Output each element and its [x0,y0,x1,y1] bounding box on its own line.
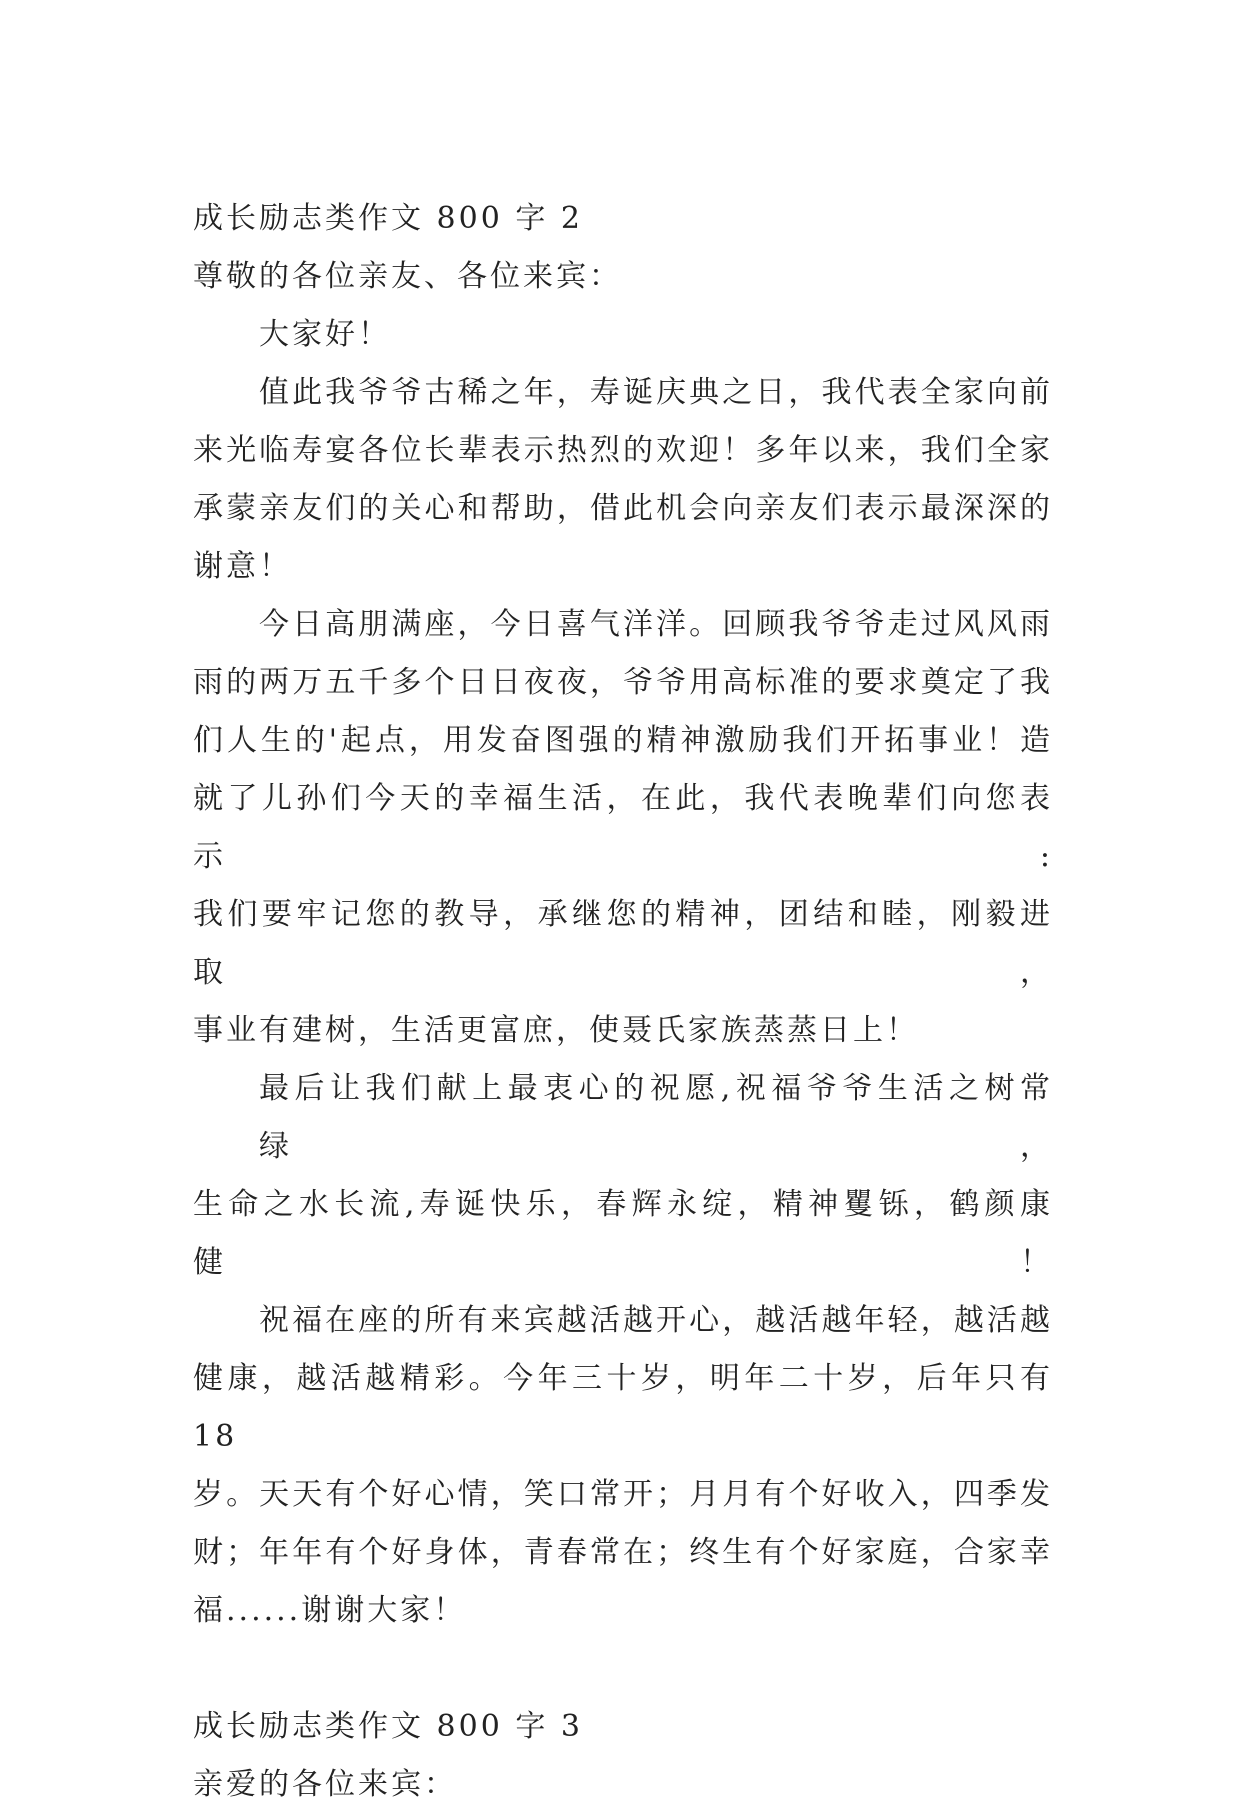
document-page [193,190,1053,1814]
paragraph-line: 来光临寿宴各位长辈表示热烈的欢迎！多年以来，我们全家 [193,433,1053,468]
paragraph-line: 最后让我们献上最衷心的祝愿,祝福爷爷生活之树常绿， [259,1071,1053,1164]
section-title: 成长励志类作文 800 字 3 [193,1709,583,1744]
paragraph-line: 承蒙亲友们的关心和帮助，借此机会向亲友们表示最深深的 [193,491,1053,526]
paragraph-line: 我们要牢记您的教导，承继您的精神，团结和睦，刚毅进取， [193,897,1053,990]
paragraph-line: 福......谢谢大家！ [193,1593,467,1628]
paragraph-wishes [193,1060,1053,1292]
paragraph-line: 值此我爷爷古稀之年，寿诞庆典之日，我代表全家向前 [259,375,1053,410]
paragraph-line: 们人生的'起点，用发奋图强的精神激励我们开拓事业！造 [193,723,1053,758]
paragraph-line: 今日高朋满座，今日喜气洋洋。回顾我爷爷走过风风雨 [259,607,1053,642]
paragraph-welcome [193,364,1053,596]
paragraph-line: 生命之水长流,寿诞快乐，春辉永绽，精神矍铄，鹤颜康健！ [193,1187,1053,1280]
paragraph-line: 事业有建树，生活更富庶，使聂氏家族蒸蒸日上！ [193,1013,919,1048]
paragraph-line: 岁。天天有个好心情，笑口常开；月月有个好收入，四季发 [193,1477,1053,1512]
greeting: 大家好！ [259,317,391,352]
paragraph-line: 雨的两万五千多个日日夜夜，爷爷用高标准的要求奠定了我 [193,665,1053,700]
salutation: 尊敬的各位亲友、各位来宾： [193,259,622,294]
paragraph-line: 就了儿孙们今天的幸福生活，在此，我代表晚辈们向您表示: [193,781,1053,874]
section-spacer [193,1640,1053,1698]
paragraph-line: 祝福在座的所有来宾越活越开心，越活越年轻，越活越 [259,1303,1053,1338]
paragraph-line: 健康，越活越精彩。今年三十岁，明年二十岁，后年只有 18 [193,1361,1053,1454]
paragraph-blessings [193,1292,1053,1640]
paragraph-line: 财；年年有个好身体，青春常在；终生有个好家庭，合家幸 [193,1535,1053,1570]
paragraph-review [193,596,1053,1060]
paragraph-line: 谢意！ [193,549,292,584]
section-title: 成长励志类作文 800 字 2 [193,201,583,236]
salutation: 亲爱的各位来宾： [193,1767,457,1802]
